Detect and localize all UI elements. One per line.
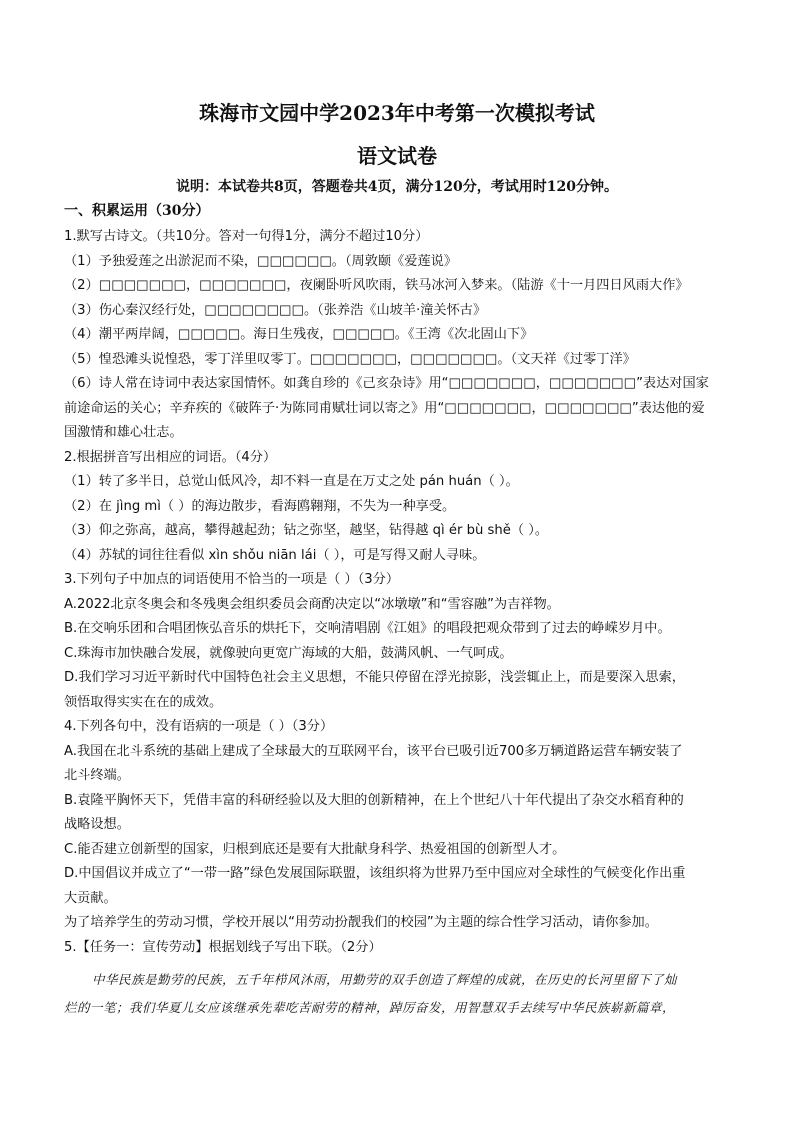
subject-title: 语文试卷 (357, 144, 437, 168)
question-line: 为了培养学生的劳动习惯，学校开展以“用劳动扮靓我们的校园”为主题的综合性学习活动，请你参加。 (64, 915, 658, 930)
question-line: 北斗终端。 (64, 768, 130, 783)
question-line: B.在交响乐团和合唱团恢弘音乐的烘托下，交响清唱剧《江姐》的唱段把观众带到了过去的峥嵘岁月中。 (64, 621, 671, 636)
question-line: （6）诗人常在诗词中表达家国情怀。如龚自珍的《己亥杂诗》用“□□□□□□□，□□□□□□□”表达对国家 (64, 376, 709, 391)
question-line: 前途命运的关心；辛弃疾的《破阵子·为陈同甫赋壮词以寄之》用“□□□□□□□，□□□□□□□”表达他的爱 (64, 400, 705, 416)
handwriting-line: 烂的一笔；我们华夏儿女应该继承先辈吃苦耐劳的精神，踔厉奋发，用智慧双手去续写中华民族崭新篇章， (64, 1000, 676, 1015)
question-line: （5）惶恐滩头说惶恐，零丁洋里叹零丁。□□□□□□□，□□□□□□□。（文天祥《过零丁洋》 (64, 351, 636, 367)
question-line: 战略设想。 (64, 817, 130, 832)
handwriting-line: 中华民族是勤劳的民族，五千年栉风沐雨，用勤劳的双手创造了辉煌的成就，在历史的长河里留下了灿 (92, 972, 678, 987)
question-line: （2）在 jìng mì（ ）的海边散步，看海鸥翱翔，不失为一种享受。 (64, 498, 456, 514)
exam-title: 珠海市文园中学2023年中考第一次模拟考试 (199, 101, 595, 125)
question-line: C.珠海市加快融合发展，就像驶向更宽广海域的大船，鼓满风帆、一气呵成。 (64, 645, 513, 661)
question-line: （1）转了多半日，总觉山低风冷，却不料一直是在万丈之处 pán huán（ ）。 (64, 474, 519, 489)
question-line: 大贡献。 (64, 890, 117, 906)
question-line: （3）仰之弥高，越高，攀得越起劲；钻之弥坚，越坚，钻得越 qì ér bù shě（ ）。 (64, 523, 549, 538)
question-line: （3）伤心秦汉经行处，□□□□□□□□。（张养浩《山坡羊·潼关怀古》 (64, 302, 487, 318)
question-line: 2.根据拼音写出相应的词语。（4分） (64, 449, 277, 465)
question-line: （1）予独爱莲之出淤泥而不染，□□□□□□。（周敦颐《爱莲说》 (64, 253, 458, 269)
question-line: A.我国在北斗系统的基础上建成了全球最大的互联网平台，该平台已吸引近700多万辆道路运营车辆安装了 (64, 743, 683, 759)
exam-instructions: 说明：本试卷共8页，答题卷共4页，满分120分，考试用时120分钟。 (176, 179, 618, 195)
section-heading: 一、积累运用（30分） (64, 203, 210, 219)
question-line: （4）苏轼的词往往看似 xìn shǒu niān lái（ ），可是写得又耐人寻味。 (64, 547, 486, 563)
question-line: （4）潮平两岸阔，□□□□□。海日生残夜，□□□□□。《王湾《次北固山下》 (64, 327, 534, 342)
question-line: A.2022北京冬奥会和冬残奥会组织委员会商酌决定以“冰墩墩”和“雪容融”为吉祥物。 (64, 596, 560, 612)
question-line: （2）□□□□□□□，□□□□□□□，夜阑卧听风吹雨，铁马冰河入梦来。（陆游《十一月四日风雨大作》 (64, 278, 689, 293)
question-line: 3.下列句子中加点的词语使用不恰当的一项是（ ）（3分） (64, 572, 400, 587)
question-line: 领悟取得实实在在的成效。 (64, 694, 223, 710)
question-line: 5.【任务一：宣传劳动】根据划线子写出下联。（2分） (64, 939, 382, 955)
question-line: 1.默写古诗文。（共10分。答对一句得1分，满分不超过10分） (64, 229, 429, 244)
question-line: 4.下列各句中，没有语病的一项是（ ）（3分） (64, 719, 334, 734)
question-line: B.袁隆平胸怀天下，凭借丰富的科研经验以及大胆的创新精神，在上个世纪八十年代提出了杂交水稻育种的 (64, 792, 684, 808)
question-line: D.中国倡议并成立了“一带一路”绿色发展国际联盟，该组织将为世界乃至中国应对全球性的气候变化作出重 (64, 866, 686, 881)
question-line: C.能否建立创新型的国家，归根到底还是要有大批献身科学、热爱祖国的创新型人才。 (64, 841, 566, 857)
question-line: D.我们学习习近平新时代中国特色社会主义思想，不能只停留在浮光掠影，浅尝辄止上，而是要深入思索， (64, 670, 685, 685)
question-line: 国激情和雄心壮志。 (64, 425, 183, 440)
